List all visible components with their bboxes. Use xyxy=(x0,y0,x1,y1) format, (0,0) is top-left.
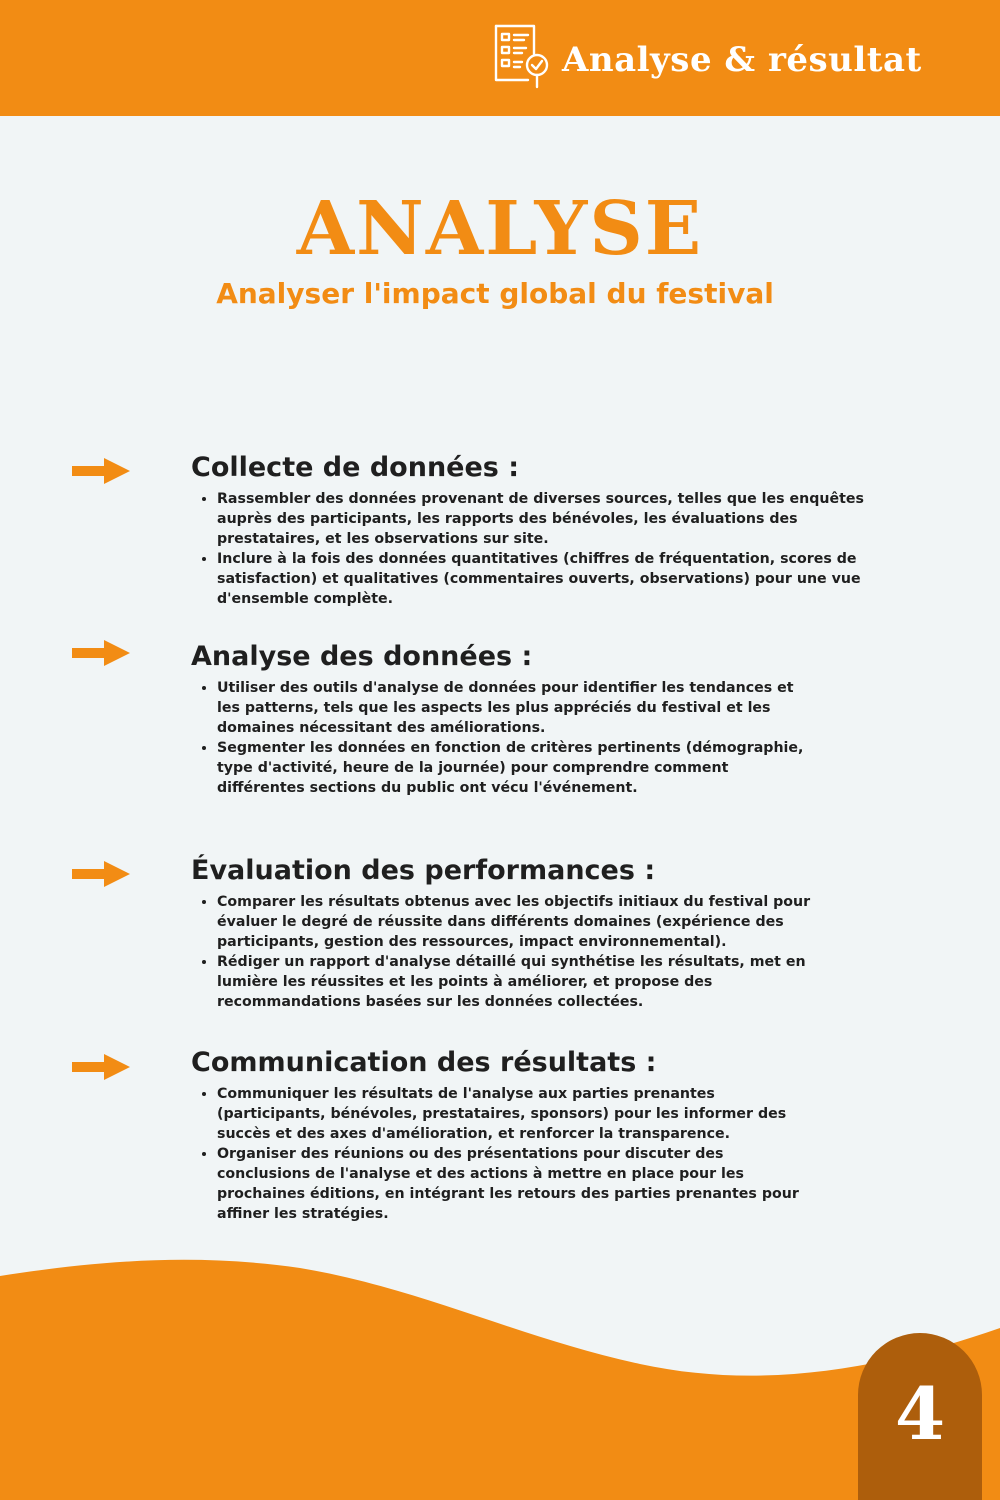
arrow-right-icon xyxy=(70,859,132,889)
header-bar xyxy=(0,0,1000,116)
section-title: Évaluation des performances : xyxy=(191,855,656,886)
arrow-right-icon xyxy=(70,456,132,486)
section-title: Collecte de données : xyxy=(191,452,520,483)
bullet-list xyxy=(198,678,818,798)
arrow-right-icon xyxy=(70,638,132,668)
bullet-item: Rassembler des données provenant de diverses sources, telles que les enquêtes auprès des participants, les rapports des bénévoles, les évaluations des prestataires, et les observations sur site. xyxy=(198,489,888,549)
page-title: ANALYSE xyxy=(296,186,704,272)
bullet-item: Segmenter les données en fonction de critères pertinents (démographie, type d'activité, heure de la journée) pour comprendre comment différentes sections du public ont vécu l'événement. xyxy=(198,738,818,798)
bullet-list xyxy=(198,1084,818,1224)
checklist-magnifier-icon xyxy=(492,22,552,92)
bullet-item: Communiquer les résultats de l'analyse aux parties prenantes (participants, bénévoles, prestataires, sponsors) pour les informer des succès et des axes d'amélioration, et renforcer la transparence. xyxy=(198,1084,818,1144)
arrow-right-icon xyxy=(70,1052,132,1082)
bullet-item: Rédiger un rapport d'analyse détaillé qui synthétise les résultats, met en lumière les réussites et les points à améliorer, et propose des recommandations basées sur les données collectées. xyxy=(198,952,828,1012)
bullet-item: Inclure à la fois des données quantitatives (chiffres de fréquentation, scores de satisfaction) et qualitatives (commentaires ouverts, observations) pour une vue d'ensemble complète. xyxy=(198,549,888,609)
header-title: Analyse & résultat xyxy=(562,40,922,80)
bullet-item: Utiliser des outils d'analyse de données pour identifier les tendances et les patterns, tels que les aspects les plus appréciés du festival et les domaines nécessitant des améliorations. xyxy=(198,678,818,738)
page-subtitle: Analyser l'impact global du festival xyxy=(216,277,774,310)
section-title: Communication des résultats : xyxy=(191,1047,657,1078)
bullet-item: Organiser des réunions ou des présentations pour discuter des conclusions de l'analyse et des actions à mettre en place pour les prochaines éditions, en intégrant les retours des parties prenantes pour affiner les stratégies. xyxy=(198,1144,818,1224)
page-number-tab xyxy=(858,1333,982,1500)
bullet-list xyxy=(198,489,888,609)
bullet-list xyxy=(198,892,828,1012)
page-number: 4 xyxy=(894,1371,946,1456)
section-title: Analyse des données : xyxy=(191,641,533,672)
footer-wave xyxy=(0,1240,1000,1500)
bullet-item: Comparer les résultats obtenus avec les objectifs initiaux du festival pour évaluer le degré de réussite dans différents domaines (expérience des participants, gestion des ressources, impact environnemental). xyxy=(198,892,828,952)
